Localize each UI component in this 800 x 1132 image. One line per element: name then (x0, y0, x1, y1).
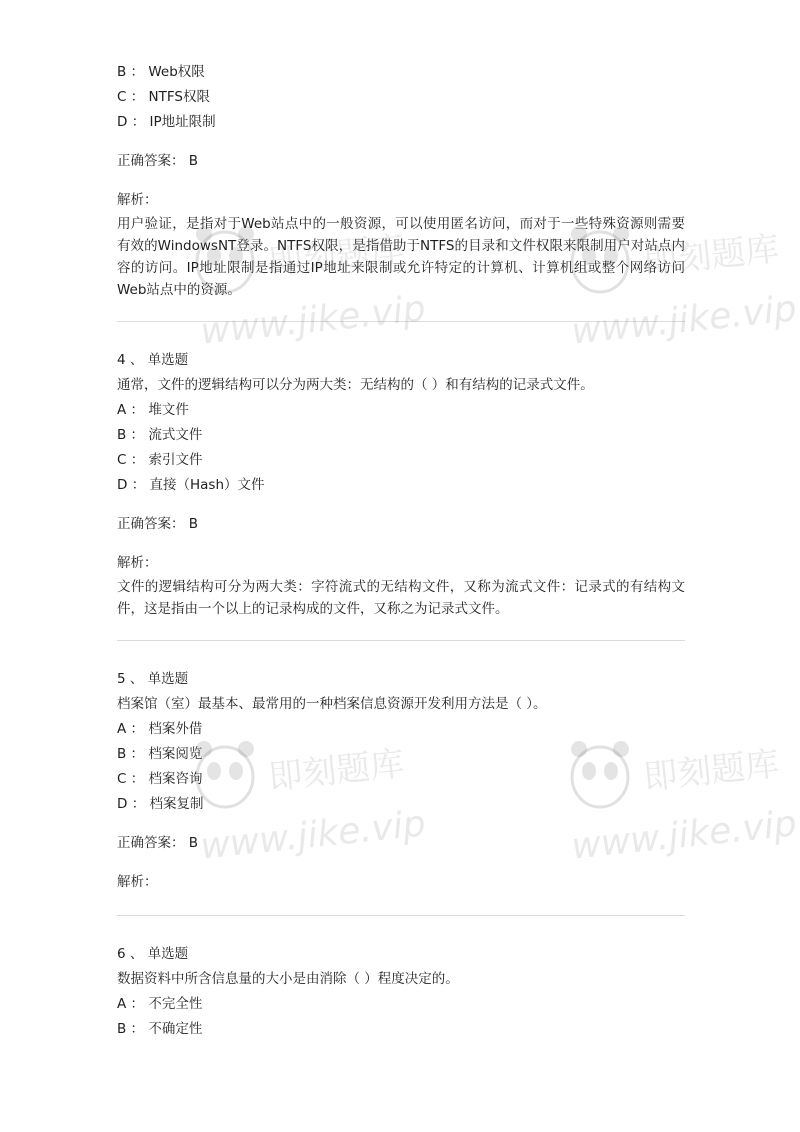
analysis-text: 用户验证，是指对于Web站点中的一般资源，可以使用匿名访问，而对于一些特殊资源则需要有效的WindowsNT登录。NTFS权限，是指借助于NTFS的目录和文件权限来限制用户对站点内容的访问。IP地址限制是指通过IP地址来限制或允许特定的计算机、计算机组或整个网络访问Web站点中的资源。 (117, 216, 685, 298)
option-letter: B (117, 746, 127, 762)
option-letter: B (117, 427, 127, 443)
option-text: IP地址限制 (149, 114, 216, 130)
option-text: 索引文件 (148, 452, 203, 468)
option-text: 档案外借 (148, 721, 203, 737)
option-text: 堆文件 (148, 402, 189, 418)
analysis-text: 文件的逻辑结构可分为两大类：字符流式的无结构文件，又称为流式文件：记录式的有结构文件，这是指由一个以上的记录构成的文件，又称之为记录式文件。 (117, 579, 685, 617)
question-type: 单选题 (147, 352, 189, 368)
option-letter: C (117, 771, 127, 787)
option-text: 档案咨询 (148, 771, 203, 787)
answer-line (117, 512, 685, 537)
watermark-brand: 即刻题库 (266, 228, 407, 283)
option-text: 档案阅览 (148, 746, 203, 762)
answer-line (117, 149, 685, 174)
option-letter: C (117, 452, 127, 468)
watermark-url: www.jike.vip (198, 288, 428, 353)
question-number: 4 (117, 352, 126, 368)
option-text: 流式文件 (148, 427, 203, 443)
option-letter: C (117, 89, 127, 105)
question-divider (117, 915, 685, 916)
option-letter: A (117, 721, 127, 737)
question-type: 单选题 (147, 671, 189, 687)
option-d[interactable]: D ： IP地址限制 (117, 114, 216, 130)
analysis-label: 解析： (117, 874, 158, 890)
watermark-brand: 即刻题库 (641, 743, 782, 798)
option-letter: A (117, 402, 127, 418)
answer-line (117, 831, 685, 856)
watermark-brand: 即刻题库 (266, 743, 407, 798)
question-header: 4 、 单选题 (117, 352, 189, 368)
answer-value: B (188, 516, 199, 532)
option-letter: B (117, 64, 127, 80)
question-type: 单选题 (147, 946, 189, 962)
option-a[interactable]: A ： 不完全性 (117, 996, 203, 1012)
option-b[interactable]: B ： 不确定性 (117, 1021, 203, 1037)
answer-value: B (188, 153, 199, 169)
question-number: 5 (117, 671, 126, 687)
question-number: 6 (117, 946, 126, 962)
answer-label: 正确答案： (117, 516, 185, 532)
option-letter: A (117, 996, 127, 1012)
option-letter: D (117, 796, 128, 812)
option-letter: B (117, 1021, 127, 1037)
answer-label: 正确答案： (117, 153, 185, 169)
watermark-url: www.jike.vip (569, 803, 799, 868)
option-a[interactable]: A ： 堆文件 (117, 402, 189, 418)
watermark-url: www.jike.vip (569, 288, 799, 353)
option-text: 档案复制 (149, 796, 204, 812)
option-b[interactable]: B ： 档案阅览 (117, 746, 203, 762)
option-a[interactable]: A ： 档案外借 (117, 721, 203, 737)
option-text: 直接（Hash）文件 (149, 477, 265, 493)
option-letter: D (117, 114, 128, 130)
question-header: 6 、 单选题 (117, 946, 189, 962)
question-6 (117, 942, 685, 1042)
option-letter: D (117, 477, 128, 493)
option-text: 不确定性 (148, 1021, 203, 1037)
question-divider (117, 321, 685, 322)
option-d[interactable]: D ： 直接（Hash）文件 (117, 477, 265, 493)
option-d[interactable]: D ： 档案复制 (117, 796, 204, 812)
watermark-brand: 即刻题库 (641, 228, 782, 283)
question-divider (117, 640, 685, 641)
option-b[interactable]: B ： Web权限 (117, 64, 205, 80)
question-stem: 档案馆（室）最基本、最常用的一种档案信息资源开发利用方法是（ ）。 (117, 696, 547, 712)
question-5 (117, 667, 685, 895)
analysis-label: 解析： (117, 555, 158, 571)
option-c[interactable]: C ： NTFS权限 (117, 89, 210, 105)
answer-value: B (188, 835, 199, 851)
question-stem: 数据资料中所含信息量的大小是由消除（ ）程度决定的。 (117, 971, 459, 987)
option-b[interactable]: B ： 流式文件 (117, 427, 203, 443)
option-c[interactable]: C ： 索引文件 (117, 452, 203, 468)
question-header: 5 、 单选题 (117, 671, 189, 687)
question-4 (117, 348, 685, 620)
question-list (117, 60, 685, 1042)
answer-label: 正确答案： (117, 835, 185, 851)
question-3-tail (117, 60, 685, 301)
analysis-label: 解析： (117, 192, 158, 208)
question-stem: 通常，文件的逻辑结构可以分为两大类：无结构的（ ）和有结构的记录式文件。 (117, 377, 594, 393)
option-c[interactable]: C ： 档案咨询 (117, 771, 203, 787)
watermark-url: www.jike.vip (198, 803, 428, 868)
option-text: NTFS权限 (148, 89, 210, 105)
option-text: 不完全性 (148, 996, 203, 1012)
option-text: Web权限 (148, 64, 205, 80)
